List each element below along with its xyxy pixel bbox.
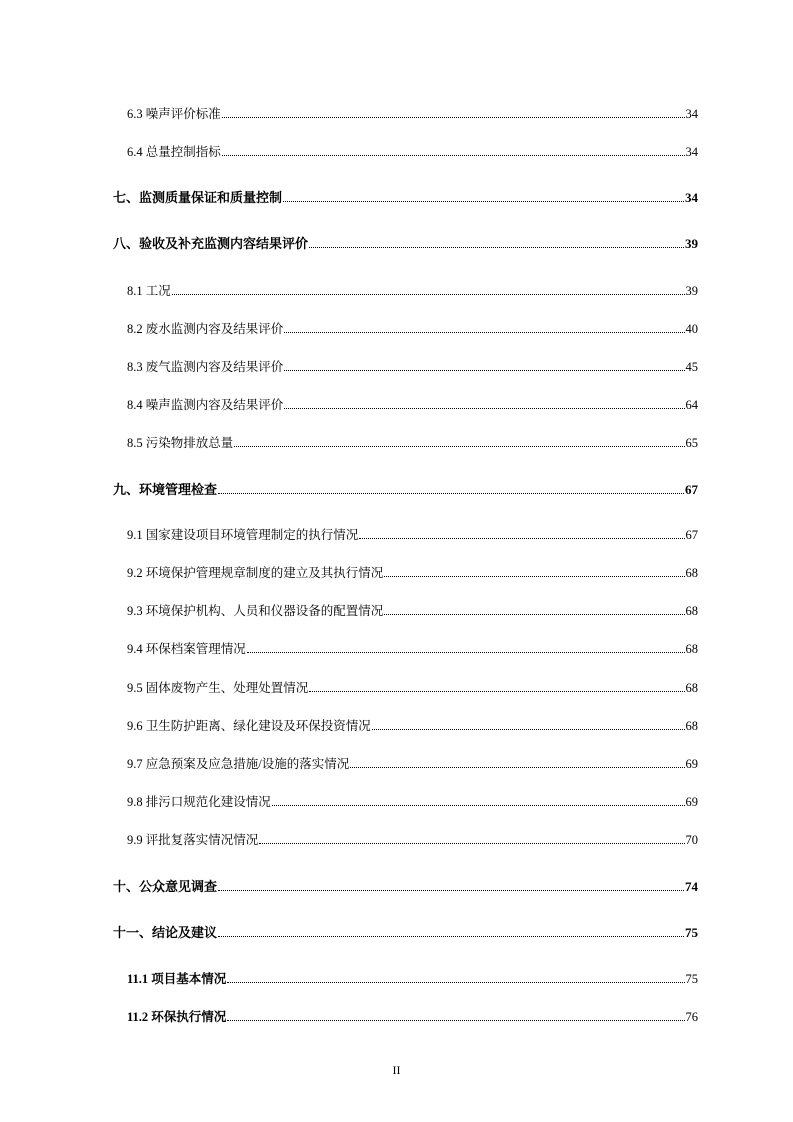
toc-entry[interactable] [127,676,698,696]
toc-entry-label: 9.8 排污口规范化建设情况 [127,795,271,809]
toc-entry-label: 8.3 废气监测内容及结果评价 [127,360,284,374]
toc-entry-page: 68 [685,681,698,695]
toc-entry[interactable] [127,1005,698,1025]
toc-entry[interactable] [127,431,698,451]
toc-leader-dots [284,370,684,371]
toc-entry[interactable] [127,393,698,413]
toc-entry-page: 69 [685,795,698,809]
toc-entry-label: 11.1 项目基本情况 [127,972,227,986]
toc-entry-page: 39 [685,284,698,298]
toc-entry-label: 九、环境管理检查 [113,482,218,497]
toc-entry-page: 68 [685,719,698,733]
toc-entry-page: 68 [685,604,698,618]
toc-entry-label: 9.1 国家建设项目环境管理制定的执行情况 [127,528,359,542]
toc-entry-label: 8.2 废水监测内容及结果评价 [127,322,284,336]
toc-entry-label: 七、监测质量保证和质量控制 [113,190,283,205]
toc-entry[interactable] [127,828,698,848]
toc-leader-dots [283,201,684,202]
toc-entry-label: 11.2 环保执行情况 [127,1010,227,1024]
toc-leader-dots [309,247,684,248]
toc-entry[interactable] [127,561,698,581]
toc-entry-page: 34 [685,145,698,159]
toc-entry[interactable] [127,714,698,734]
toc-entry-page: 68 [685,566,698,580]
toc-leader-dots [227,982,684,983]
toc-leader-dots [350,767,684,768]
toc-entry-page: 75 [685,925,698,940]
toc-entry[interactable] [113,875,698,895]
toc-entry-page: 64 [685,398,698,412]
toc-entry-label: 6.4 总量控制指标 [127,145,221,159]
toc-entry-page: 67 [685,528,698,542]
toc-entry-label: 8.5 污染物排放总量 [127,436,234,450]
toc-entry-label: 9.3 环境保护机构、人员和仪器设备的配置情况 [127,604,384,618]
toc-leader-dots [372,729,685,730]
toc-entry-label: 十、公众意见调查 [113,879,218,894]
toc-leader-dots [359,538,684,539]
toc-entry[interactable] [113,232,698,252]
toc-entry[interactable] [127,279,698,299]
toc-entry-page: 67 [685,482,698,497]
toc-entry-page: 68 [685,642,698,656]
toc-entry-page: 75 [685,972,698,986]
toc-entry-page: 34 [685,190,698,205]
toc-entry-label: 八、验收及补充监测内容结果评价 [113,236,309,251]
toc-entry[interactable] [127,355,698,375]
toc-leader-dots [172,294,685,295]
toc-entry-page: 65 [685,436,698,450]
toc-leader-dots [384,576,684,577]
toc-leader-dots [222,117,685,118]
page-number: II [392,1063,401,1077]
toc-leader-dots [259,843,684,844]
toc-entry[interactable] [113,921,698,941]
toc-entry-label: 9.6 卫生防护距离、绿化建设及环保投资情况 [127,719,371,733]
toc-entry-page: 34 [685,107,698,121]
toc-leader-dots [384,614,684,615]
toc-leader-dots [284,408,684,409]
toc-entry-page: 40 [685,322,698,336]
toc-leader-dots [272,805,685,806]
toc-entry[interactable] [127,140,698,160]
toc-entry-page: 39 [685,236,698,251]
toc-entry[interactable] [127,752,698,772]
toc-entry-label: 8.1 工况 [127,284,171,298]
toc-entry-page: 76 [685,1010,698,1024]
toc-leader-dots [227,1020,684,1021]
toc-leader-dots [234,446,684,447]
toc-entry-label: 9.7 应急预案及应急措施/设施的落实情况 [127,757,350,771]
toc-leader-dots [309,691,684,692]
toc-leader-dots [218,890,684,891]
toc-entry-page: 74 [685,879,698,894]
toc-entry-label: 9.4 环保档案管理情况 [127,642,246,656]
toc-entry[interactable] [127,637,698,657]
toc-entry-label: 9.9 评批复落实情况情况 [127,833,259,847]
toc-entry-page: 45 [685,360,698,374]
toc-entry-label: 6.3 噪声评价标准 [127,107,221,121]
toc-entry-label: 8.4 噪声监测内容及结果评价 [127,398,284,412]
toc-entry[interactable] [113,478,698,498]
toc-entry[interactable] [127,967,698,987]
toc-entry[interactable] [127,102,698,122]
toc-entry-label: 9.5 固体废物产生、处理处置情况 [127,681,309,695]
toc-entry[interactable] [127,523,698,543]
toc-leader-dots [247,652,685,653]
toc-leader-dots [218,493,684,494]
toc-entry-label: 9.2 环境保护管理规章制度的建立及其执行情况 [127,566,384,580]
toc-leader-dots [222,155,685,156]
toc-entry-page: 70 [685,833,698,847]
toc-leader-dots [218,936,684,937]
toc-entry-page: 69 [685,757,698,771]
toc-entry[interactable] [127,317,698,337]
toc-entry[interactable] [127,790,698,810]
toc-entry[interactable] [113,186,698,206]
toc-entry-label: 十一、结论及建议 [113,925,218,940]
toc-entry[interactable] [127,599,698,619]
toc-leader-dots [284,332,684,333]
